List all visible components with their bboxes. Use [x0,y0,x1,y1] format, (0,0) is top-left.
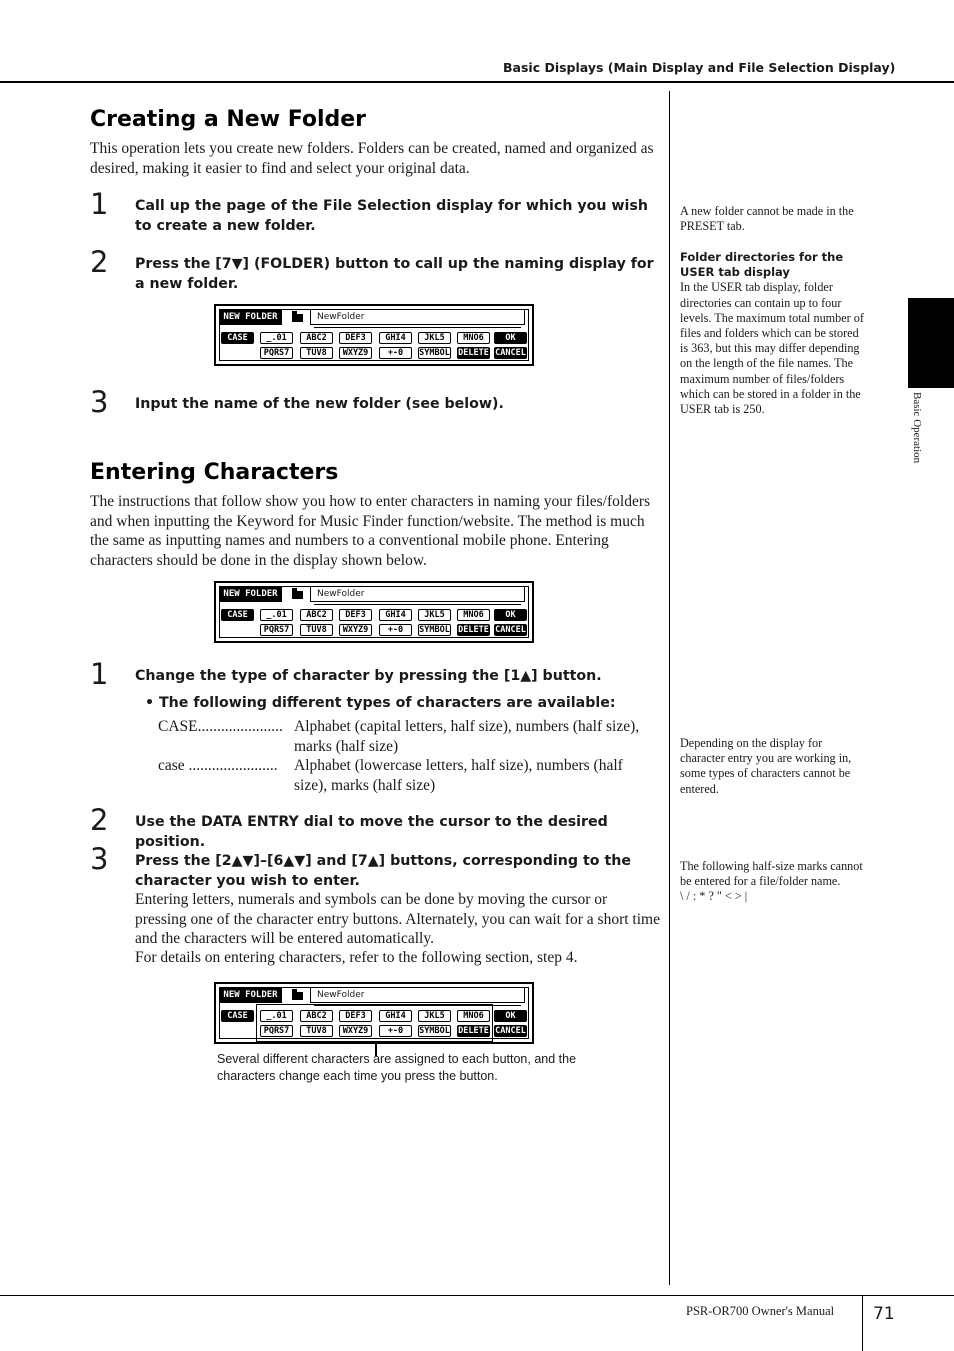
step-text: Press the [7▼] (FOLDER) button to call up the naming display for a new folder. [135,256,654,292]
step-text: Press the [2▲▼]–[6▲▼] and [7▲] buttons, corresponding to the character you wish to enter. [135,853,631,889]
lcd-button: CANCEL [495,1026,526,1036]
lcd-button: JKL5 [418,332,451,344]
lcd-button: ABC2 [300,1010,333,1022]
folder-icon [292,314,303,322]
lcd-button: PQRS7 [260,347,293,359]
step-text: Call up the page of the File Selection display for which you wish to create a new folder. [135,198,648,234]
header-rule [0,81,954,83]
lcd-button: SYMBOL [419,625,450,635]
lcd-button: CANCEL [495,625,526,635]
lcd-button: TUV8 [300,347,333,359]
side-tab-label: Basic Operation [911,392,923,464]
lcd-button: SYMBOL [419,348,450,358]
lcd-button: WXYZ9 [339,1025,372,1037]
section2-intro: The instructions that follow show you how to enter characters in naming your files/folders and when inputting the Keyword for Music Finder function/website. The method is much the same as inputting names and numbers to a conventional mobile phone. Entering characters should be done in the display shown below. [90,493,651,569]
definition-desc: Alphabet (lowercase letters, half size), numbers (half size), marks (half size) [294,757,623,794]
lcd-title: NEW FOLDER [219,309,282,325]
note-character-types: Depending on the display for character entry you are working in, some types of characters cannot be entered. [680,736,852,796]
running-header: Basic Displays (Main Display and File Selection Display) [503,60,896,75]
lcd-button: DEF3 [339,1010,372,1022]
lcd-naming-display [214,304,534,366]
note-folder-directories [680,250,866,417]
footer-manual-title: PSR-OR700 Owner's Manual [686,1304,835,1318]
bullet-item: • The following different types of characters are available: [145,695,616,711]
step3-body-2: For details on entering characters, refer to the following section, step 4. [135,949,578,966]
note-marks: \ / : * ? " < > | [680,889,748,904]
note-title: Folder directories for the USER tab display [680,250,844,280]
note-body: The following half-size marks cannot be entered for a file/folder name. [680,859,863,889]
callout-highlight-box [256,1004,493,1042]
lcd-button: WXYZ9 [339,624,372,636]
lcd-button: OK [494,1010,527,1022]
side-tab-marker [908,298,954,388]
lcd-button: +-0 [379,1025,412,1037]
lcd-button: DELETE [458,348,489,358]
lcd-title: NEW FOLDER [219,586,282,602]
lcd-button: PQRS7 [260,1025,293,1037]
footer-divider [862,1295,863,1351]
lcd-button: MNO6 [457,1010,490,1022]
lcd-button: MNO6 [457,332,490,344]
lcd-button: PQRS7 [260,624,293,636]
lcd-button: CASE [221,609,254,621]
step-number: 3 [90,385,109,419]
section-heading-new-folder: Creating a New Folder [90,107,367,132]
step3-body: Entering letters, numerals and symbols can be done by moving the cursor or pressing one of the character entry buttons. Alternately, you can wait for a short time and the characters will be entered automatically. [135,891,660,947]
lcd-button: DELETE [458,1026,489,1036]
definition-term: CASE...................... [158,718,283,735]
lcd-name-field: NewFolder [310,987,525,1003]
column-divider [669,91,670,1285]
lcd-button: JKL5 [418,609,451,621]
step-number: 1 [90,187,109,221]
lcd-button: OK [494,332,527,344]
lcd-button: JKL5 [418,1010,451,1022]
lcd-title: NEW FOLDER [219,987,282,1003]
callout-text: Several different characters are assigned to each button, and the characters change each time you press the button. [217,1052,577,1083]
lcd-button: GHI4 [379,332,412,344]
lcd-button: DEF3 [339,609,372,621]
step-text: Use the DATA ENTRY dial to move the cursor to the desired position. [135,814,608,850]
page-number: 71 [873,1304,895,1324]
lcd-button: GHI4 [379,1010,412,1022]
lcd-button: ABC2 [300,609,333,621]
lcd-button: _.01 [260,332,293,344]
lcd-button: MNO6 [457,609,490,621]
lcd-button: TUV8 [300,624,333,636]
definition-row [158,756,658,796]
note-invalid-marks [680,859,866,905]
definition-row [158,717,658,757]
lcd-button: CANCEL [495,348,526,358]
step-number: 1 [90,657,109,691]
definition-term: case ....................... [158,757,278,774]
note-body: In the USER tab display, folder directories can contain up to four levels. The maximum total number of files and folders which can be stored is 363, but this may differ depending on the length of the file names. The maximum number of files/folders which can be stored in a folder in the USER tab is 250. [680,280,864,417]
lcd-name-field: NewFolder [310,586,525,602]
note-preset-tab: A new folder cannot be made in the PRESET tab. [680,204,854,234]
folder-icon [292,992,303,1000]
lcd-button: _.01 [260,1010,293,1022]
step-number: 2 [90,803,109,837]
lcd-button: DELETE [458,625,489,635]
step-number: 3 [90,842,109,876]
lcd-button: OK [494,609,527,621]
folder-icon [292,591,303,599]
lcd-name-field: NewFolder [310,309,525,325]
step-text: Change the type of character by pressing the [1▲] button. [135,668,602,684]
lcd-button: CASE [221,332,254,344]
lcd-naming-display [214,581,534,643]
step-text: Input the name of the new folder (see below). [135,396,504,412]
definition-desc: Alphabet (capital letters, half size), numbers (half size), marks (half size) [294,718,640,755]
lcd-button: CASE [221,1010,254,1022]
lcd-button: DEF3 [339,332,372,344]
section-heading-entering-characters: Entering Characters [90,460,339,485]
lcd-button: SYMBOL [419,1026,450,1036]
lcd-button: TUV8 [300,1025,333,1037]
lcd-button: +-0 [379,624,412,636]
lcd-button: +-0 [379,347,412,359]
step-number: 2 [90,245,109,279]
lcd-button: WXYZ9 [339,347,372,359]
footer-rule [0,1295,954,1296]
section1-intro: This operation lets you create new folders. Folders can be created, named and organized as desired, making it easier to find and select your original data. [90,140,654,177]
lcd-button: _.01 [260,609,293,621]
lcd-button: GHI4 [379,609,412,621]
lcd-button: ABC2 [300,332,333,344]
